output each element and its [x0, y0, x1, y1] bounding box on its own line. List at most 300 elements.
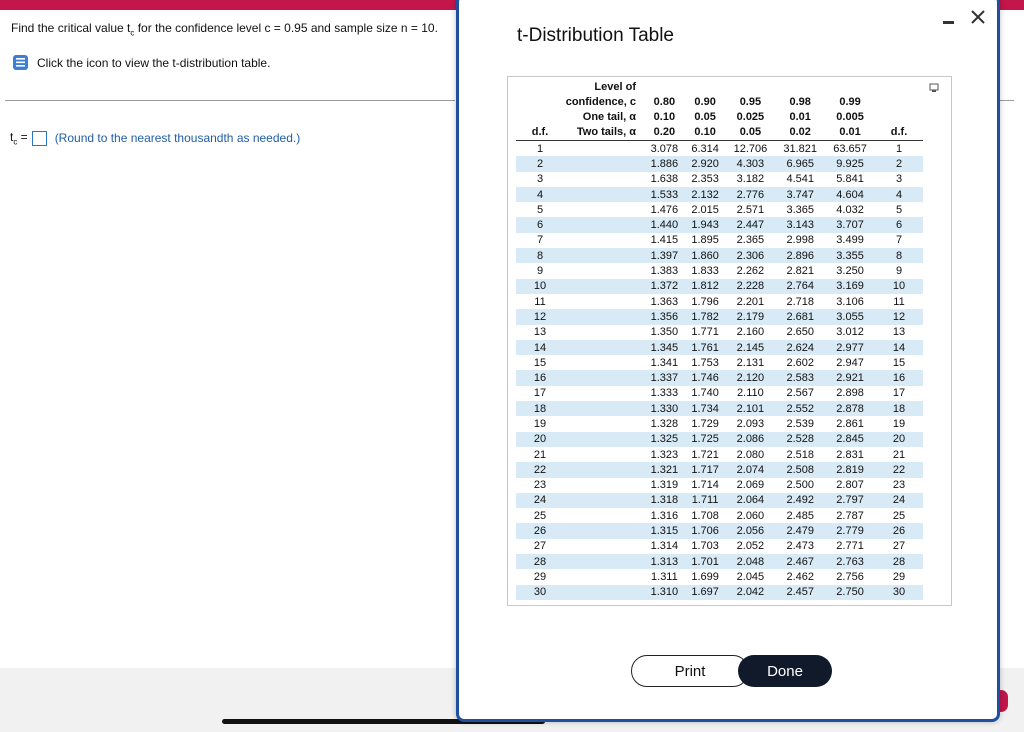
table-row: [516, 447, 923, 462]
value-cell: 1.316: [650, 509, 679, 522]
value-cell: 1.782: [685, 309, 726, 324]
header-value: 0.05: [694, 111, 716, 123]
table-header-row: [516, 95, 923, 110]
value-cell: 1.734: [685, 401, 726, 416]
value-cell: 2.462: [786, 570, 814, 583]
value-cell: 3.012: [836, 326, 864, 339]
value-cell: 2.132: [685, 187, 726, 202]
value-cell: 3.747: [775, 187, 825, 202]
value-cell: 2.756: [836, 570, 864, 583]
df-header: [516, 110, 564, 125]
value-cell: 2.056: [726, 523, 776, 538]
df-cell: 26: [875, 523, 923, 538]
value-cell: 2.306: [726, 248, 776, 263]
value-cell: 2.821: [786, 265, 814, 278]
table-row: [516, 432, 923, 447]
df-cell: 15: [892, 356, 906, 369]
df-header: [516, 80, 564, 95]
done-button[interactable]: Done: [738, 655, 832, 687]
df-cell: 13: [892, 326, 906, 339]
header-label: confidence, c: [565, 96, 636, 108]
value-cell: 2.201: [736, 295, 765, 308]
value-cell: 2.518: [786, 448, 814, 461]
table-row: [516, 523, 923, 538]
value-cell: 2.583: [775, 370, 825, 385]
table-row: [516, 340, 923, 355]
value-cell: 2.861: [836, 417, 864, 430]
value-cell: 1.341: [650, 356, 679, 369]
spacer-cell: [564, 585, 644, 600]
table-row: [516, 233, 923, 248]
value-cell: 3.078: [650, 142, 679, 155]
divider: [5, 100, 455, 101]
value-cell: 2.845: [825, 432, 875, 447]
table-row: [516, 355, 923, 370]
value-cell: 2.473: [786, 540, 814, 553]
value-cell: 2.920: [685, 156, 726, 171]
value-cell: 1.476: [650, 203, 679, 216]
table-row: [516, 325, 923, 340]
value-cell: 2.763: [825, 554, 875, 569]
value-cell: 2.074: [726, 462, 776, 477]
value-cell: 3.143: [775, 217, 825, 232]
answer-input[interactable]: [32, 131, 47, 146]
value-cell: 2.764: [775, 279, 825, 294]
df-cell: 3: [536, 173, 544, 186]
df-cell: 22: [516, 462, 564, 477]
value-cell: 3.499: [836, 234, 864, 247]
spacer-cell: [564, 554, 644, 569]
df-cell: 8: [516, 248, 564, 263]
value-cell: 1.708: [691, 509, 719, 522]
value-cell: 2.492: [775, 493, 825, 508]
table-header-row: [516, 125, 923, 141]
df-cell: 30: [875, 585, 923, 600]
value-cell: 1.812: [685, 279, 726, 294]
spacer-cell: [564, 340, 644, 355]
value-cell: 2.921: [825, 370, 875, 385]
df-cell: 18: [875, 401, 923, 416]
header-value: [825, 80, 875, 95]
divider: [1000, 100, 1014, 101]
value-cell: 1.313: [644, 554, 685, 569]
value-cell: 1.325: [644, 432, 685, 447]
df-header: [516, 95, 564, 110]
value-cell: 2.624: [775, 340, 825, 355]
table-row: [516, 187, 923, 202]
expand-icon[interactable]: [929, 83, 939, 93]
value-cell: 1.701: [685, 554, 726, 569]
table-row: [516, 416, 923, 431]
value-cell: 2.831: [836, 448, 864, 461]
value-cell: 9.925: [825, 156, 875, 171]
table-row: [516, 493, 923, 508]
value-cell: 6.965: [775, 156, 825, 171]
value-cell: 2.681: [775, 309, 825, 324]
table-header-row: [516, 110, 923, 125]
df-cell: 24: [516, 493, 564, 508]
hint-text: Click the icon to view the t-distribution table.: [37, 55, 271, 70]
df-cell: 2: [875, 156, 923, 171]
df-cell: 10: [875, 279, 923, 294]
spacer-cell: [564, 248, 644, 263]
answer-label: $t_c$ =: [10, 130, 28, 147]
df-cell: 8: [875, 248, 923, 263]
value-cell: 2.977: [825, 340, 875, 355]
table-row: [516, 172, 923, 187]
value-cell: 4.541: [786, 173, 814, 186]
value-cell: 1.943: [685, 217, 726, 232]
value-cell: 2.052: [736, 540, 765, 553]
value-cell: 2.567: [786, 387, 814, 400]
df-cell: 5: [536, 203, 544, 216]
value-cell: 1.319: [650, 479, 679, 492]
value-cell: 2.015: [691, 203, 719, 216]
value-cell: 3.182: [736, 173, 765, 186]
close-icon[interactable]: [970, 9, 986, 25]
value-cell: 2.365: [736, 234, 765, 247]
header-value: 0.95: [739, 96, 762, 108]
value-cell: 2.485: [786, 509, 814, 522]
answer-row: [10, 130, 300, 146]
df-cell: 19: [533, 417, 547, 430]
value-cell: 2.771: [836, 540, 864, 553]
value-cell: 2.779: [825, 523, 875, 538]
value-cell: 1.860: [685, 248, 726, 263]
df-cell: 20: [516, 432, 564, 447]
value-cell: 3.055: [825, 309, 875, 324]
spacer-cell: [564, 294, 644, 309]
header-value: 0.20: [644, 125, 685, 141]
spacer-cell: [564, 462, 644, 477]
spacer-cell: [564, 370, 644, 385]
table-row: [516, 554, 923, 569]
value-cell: 1.314: [650, 540, 679, 553]
value-cell: 1.717: [685, 462, 726, 477]
spacer-cell: [564, 478, 644, 493]
t-distribution-dialog: [456, 0, 1000, 722]
spacer-cell: [564, 263, 644, 278]
value-cell: 1.699: [691, 570, 719, 583]
df-cell: 25: [892, 509, 906, 522]
header-value: 0.10: [653, 111, 676, 123]
book-icon[interactable]: [12, 54, 29, 71]
df-cell: 14: [516, 340, 564, 355]
value-cell: 2.080: [736, 448, 765, 461]
minimize-icon[interactable]: [943, 21, 954, 24]
value-cell: 1.397: [644, 248, 685, 263]
value-cell: 1.337: [644, 370, 685, 385]
spacer-cell: [564, 539, 644, 554]
table-row: [516, 309, 923, 324]
value-cell: 2.467: [775, 554, 825, 569]
df-cell: 28: [875, 554, 923, 569]
value-cell: 1.533: [644, 187, 685, 202]
value-cell: 1.714: [691, 479, 719, 492]
value-cell: 2.042: [726, 585, 776, 600]
table-row: [516, 386, 923, 401]
value-cell: 4.303: [726, 156, 776, 171]
df-cell: 26: [516, 523, 564, 538]
spacer-cell: [564, 447, 644, 462]
value-cell: 12.706: [733, 142, 768, 155]
df-cell: 10: [516, 279, 564, 294]
value-cell: 2.528: [775, 432, 825, 447]
value-cell: 1.697: [685, 585, 726, 600]
df-header: d.f.: [875, 125, 923, 141]
value-cell: 4.032: [836, 203, 864, 216]
value-cell: 1.771: [691, 326, 719, 339]
value-cell: 2.086: [726, 432, 776, 447]
value-cell: 2.750: [825, 585, 875, 600]
spacer-cell: [564, 493, 644, 508]
value-cell: 1.440: [644, 217, 685, 232]
value-cell: 3.707: [825, 217, 875, 232]
spacer-cell: [564, 309, 644, 324]
value-cell: 3.365: [786, 203, 814, 216]
rounding-note: (Round to the nearest thousandth as needed.): [54, 131, 301, 146]
df-cell: 23: [533, 479, 547, 492]
spacer-cell: [564, 217, 644, 232]
value-cell: 2.160: [736, 326, 765, 339]
value-cell: 1.729: [691, 417, 719, 430]
df-header: [875, 95, 923, 110]
value-cell: 1.333: [650, 387, 679, 400]
df-cell: 27: [892, 540, 906, 553]
df-cell: 21: [533, 448, 547, 461]
value-cell: 1.725: [685, 432, 726, 447]
df-cell: 13: [533, 326, 547, 339]
header-value: [726, 80, 776, 95]
header-value: [644, 80, 685, 95]
df-cell: 2: [516, 156, 564, 171]
value-cell: 63.657: [833, 142, 867, 155]
df-cell: 3: [895, 173, 903, 186]
value-cell: 2.179: [726, 309, 776, 324]
df-cell: 11: [534, 295, 546, 308]
df-cell: 29: [533, 570, 547, 583]
df-cell: 18: [516, 401, 564, 416]
value-cell: 1.638: [650, 173, 679, 186]
df-cell: 22: [875, 462, 923, 477]
header-value: [685, 80, 726, 95]
table-row: [516, 248, 923, 263]
question-text: Find the critical value $t_c$ for the confidence level c = 0.95 and sample size n = 10.: [11, 21, 438, 38]
spacer-cell: [564, 432, 644, 447]
value-cell: 1.310: [644, 585, 685, 600]
value-cell: 1.706: [685, 523, 726, 538]
value-cell: 2.110: [737, 387, 764, 400]
value-cell: 2.807: [836, 479, 864, 492]
header-value: [775, 80, 825, 95]
value-cell: 2.947: [836, 356, 864, 369]
value-cell: 5.841: [836, 173, 864, 186]
value-cell: 1.330: [644, 401, 685, 416]
value-cell: 1.740: [691, 387, 719, 400]
df-cell: 4: [516, 187, 564, 202]
value-cell: 1.350: [650, 326, 679, 339]
header-value: 0.02: [775, 125, 825, 141]
df-cell: 9: [536, 265, 544, 278]
value-cell: 1.315: [644, 523, 685, 538]
table-row: [516, 141, 923, 157]
spacer-cell: [564, 202, 644, 217]
value-cell: 1.383: [650, 265, 679, 278]
dialog-title: t-Distribution Table: [517, 25, 675, 46]
value-cell: 2.787: [836, 509, 864, 522]
header-label: Two tails, α: [564, 125, 644, 141]
value-cell: 2.069: [736, 479, 765, 492]
value-cell: 2.093: [736, 417, 765, 430]
header-value: 0.01: [789, 111, 811, 123]
value-cell: 1.372: [644, 279, 685, 294]
value-cell: 1.886: [644, 156, 685, 171]
df-header: [875, 110, 923, 125]
value-cell: 1.356: [644, 309, 685, 324]
value-cell: 1.328: [650, 417, 679, 430]
value-cell: 2.262: [736, 265, 765, 278]
table-row: [516, 294, 923, 309]
header-value: 0.025: [736, 111, 765, 123]
value-cell: 1.311: [651, 570, 678, 583]
df-cell: 16: [875, 370, 923, 385]
table-row: [516, 401, 923, 416]
df-cell: 5: [895, 203, 903, 216]
value-cell: 2.797: [825, 493, 875, 508]
table-row: [516, 156, 923, 171]
value-cell: 2.539: [786, 417, 814, 430]
value-cell: 2.896: [775, 248, 825, 263]
df-cell: 28: [516, 554, 564, 569]
value-cell: 2.145: [726, 340, 776, 355]
df-cell: 12: [875, 309, 923, 324]
value-cell: 1.363: [650, 295, 679, 308]
value-cell: 31.821: [783, 142, 818, 155]
table-row: [516, 370, 923, 385]
df-cell: 20: [875, 432, 923, 447]
header-value: 0.99: [839, 96, 861, 108]
value-cell: 2.131: [736, 356, 765, 369]
header-value: 0.005: [836, 111, 864, 123]
spacer-cell: [564, 187, 644, 202]
table-row: [516, 202, 923, 217]
spacer-cell: [564, 279, 644, 294]
value-cell: 1.753: [691, 356, 719, 369]
df-cell: 1: [536, 142, 544, 155]
header-value: 0.90: [694, 96, 716, 108]
header-value: 0.80: [653, 96, 676, 108]
value-cell: 3.169: [825, 279, 875, 294]
table-header-row: [516, 80, 923, 95]
df-cell: 27: [533, 540, 547, 553]
spacer-cell: [564, 172, 644, 187]
df-cell: 21: [892, 448, 906, 461]
table-hint-row[interactable]: [12, 54, 270, 71]
df-cell: 1: [895, 142, 903, 155]
df-cell: 29: [892, 570, 906, 583]
df-header: d.f.: [516, 125, 564, 141]
value-cell: 2.650: [786, 326, 814, 339]
value-cell: 2.508: [775, 462, 825, 477]
df-cell: 24: [875, 493, 923, 508]
header-value: 0.10: [685, 125, 726, 141]
df-cell: 23: [892, 479, 906, 492]
header-value: 0.05: [726, 125, 776, 141]
print-button[interactable]: Print: [631, 655, 749, 687]
df-cell: 6: [875, 217, 923, 232]
spacer-cell: [564, 523, 644, 538]
df-cell: 19: [892, 417, 906, 430]
value-cell: 2.064: [726, 493, 776, 508]
table-row: [516, 462, 923, 477]
table-row: [516, 263, 923, 278]
value-cell: 2.819: [825, 462, 875, 477]
value-cell: 3.106: [836, 295, 864, 308]
df-cell: 14: [875, 340, 923, 355]
value-cell: 2.048: [726, 554, 776, 569]
value-cell: 1.318: [644, 493, 685, 508]
value-cell: 2.457: [775, 585, 825, 600]
value-cell: 3.355: [825, 248, 875, 263]
value-cell: 1.721: [691, 448, 719, 461]
df-cell: 4: [875, 187, 923, 202]
value-cell: 2.552: [775, 401, 825, 416]
value-cell: 2.898: [836, 387, 864, 400]
table-row: [516, 478, 923, 493]
table-row: [516, 539, 923, 554]
table-row: [516, 217, 923, 232]
t-distribution-table: [516, 80, 923, 600]
spacer-cell: [564, 569, 644, 584]
value-cell: 1.746: [685, 370, 726, 385]
df-cell: 6: [516, 217, 564, 232]
value-cell: 1.321: [644, 462, 685, 477]
header-value: 0.98: [789, 96, 811, 108]
df-cell: 9: [895, 265, 903, 278]
df-cell: 30: [516, 585, 564, 600]
df-header: [875, 80, 923, 95]
value-cell: 2.602: [786, 356, 814, 369]
value-cell: 2.045: [736, 570, 765, 583]
value-cell: 1.895: [691, 234, 719, 247]
value-cell: 1.703: [691, 540, 719, 553]
df-cell: 7: [536, 234, 544, 247]
df-cell: 16: [516, 370, 564, 385]
value-cell: 2.353: [691, 173, 719, 186]
spacer-cell: [564, 386, 644, 401]
df-cell: 15: [533, 356, 547, 369]
spacer-cell: [564, 355, 644, 370]
spacer-cell: [564, 508, 644, 523]
value-cell: 3.250: [836, 265, 864, 278]
df-cell: 11: [893, 295, 905, 308]
table-row: [516, 279, 923, 294]
table-row: [516, 585, 923, 600]
spacer-cell: [564, 233, 644, 248]
spacer-cell: [564, 325, 644, 340]
value-cell: 6.314: [691, 142, 719, 155]
spacer-cell: [564, 401, 644, 416]
value-cell: 2.228: [726, 279, 776, 294]
df-cell: 25: [533, 509, 547, 522]
df-cell: 12: [516, 309, 564, 324]
df-cell: 7: [895, 234, 903, 247]
value-cell: 2.500: [786, 479, 814, 492]
value-cell: 2.060: [736, 509, 765, 522]
value-cell: 1.323: [650, 448, 679, 461]
value-cell: 4.604: [825, 187, 875, 202]
value-cell: 1.796: [691, 295, 719, 308]
